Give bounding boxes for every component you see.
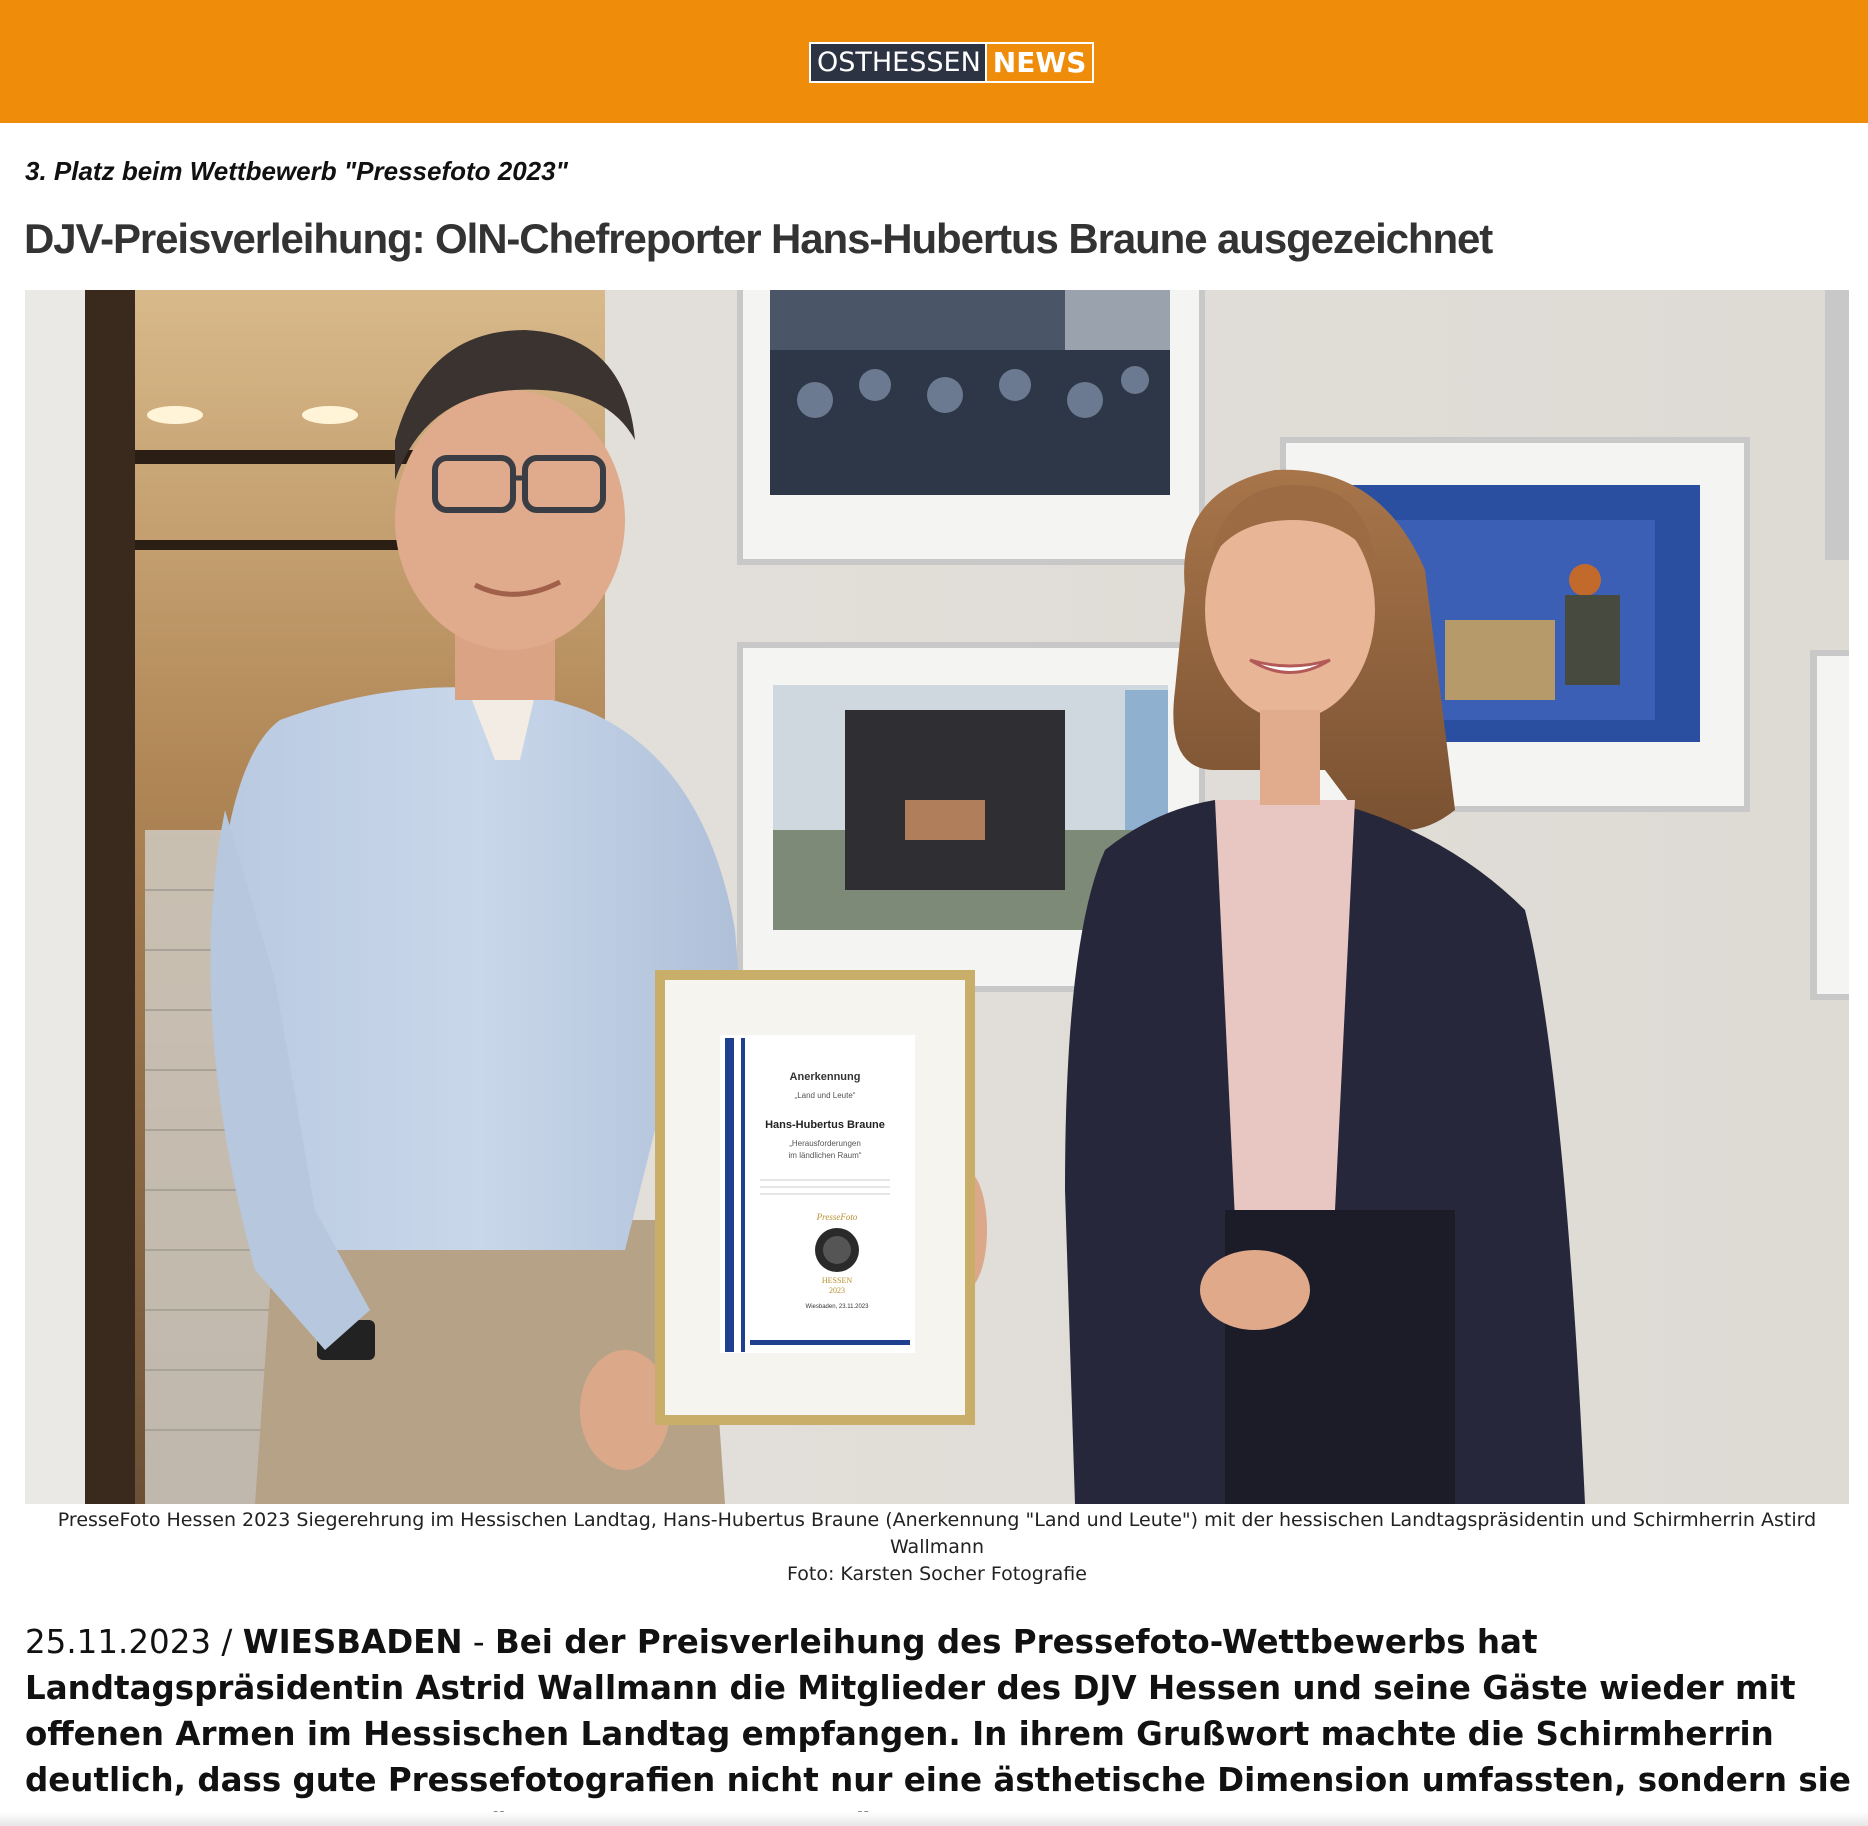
photo-credit: Foto: Karsten Socher Fotografie — [787, 1563, 1087, 1585]
certificate-work-line2: im ländlichen Raum“ — [788, 1151, 862, 1160]
photo-caption — [25, 1507, 1849, 1588]
site-header — [0, 0, 1868, 123]
article-headline: DJV-Preisverleihung: OlN-Chefreporter Hans-Hubertus Braune ausgezeichnet — [24, 215, 1493, 262]
certificate-footer: Wiesbaden, 23.11.2023 — [805, 1304, 869, 1310]
logo-text-osthessen: OSTHESSEN — [811, 44, 985, 81]
page-bottom-shadow — [0, 1812, 1868, 1826]
article-photo[interactable] — [25, 290, 1849, 1504]
certificate-seal-mid: HESSEN — [821, 1276, 853, 1285]
article-lead — [25, 1619, 1855, 1826]
certificate-name: Hans-Hubertus Braune — [765, 1119, 885, 1131]
site-logo[interactable] — [809, 42, 1094, 83]
logo-text-news: NEWS — [985, 44, 1093, 81]
wall-photo-frame — [737, 290, 1205, 565]
article-kicker: 3. Platz beim Wettbewerb "Pressefoto 2023" — [25, 156, 568, 186]
certificate-category: „Land und Leute“ — [794, 1091, 856, 1100]
certificate-seal-top: PresseFoto — [816, 1212, 858, 1222]
lead-text: Bei der Preisverleihung des Pressefoto-Wettbewerbs hat Landtagspräsidentin Astrid Wallmann die Mitglieder des DJV Hessen und seine Gäste wieder mit offenen Armen im Hessischen Landtag empfangen. In ihrem Grußwort machte die Schirmherrin deutlich, dass gute Pressefotografien nicht nur eine ästhetische Dimension umfassten, sondern sie — [25, 1623, 1851, 1799]
certificate-work-line1: „Herausforderungen — [789, 1139, 861, 1148]
certificate-seal-year: 2023 — [829, 1286, 845, 1295]
article-date: 25.11.2023 / — [25, 1623, 233, 1661]
article-place: WIESBADEN — [242, 1623, 463, 1661]
certificate-title: Anerkennung — [789, 1071, 861, 1083]
caption-text: PresseFoto Hessen 2023 Siegerehrung im Hessischen Landtag, Hans-Hubertus Braune (Anerkennung "Land und Leute") mit der hessischen Landtagspräsidentin und Schirmherrin Astird Wallmann — [57, 1509, 1817, 1558]
certificate-frame — [655, 970, 975, 1425]
lead-separator: - — [462, 1623, 495, 1661]
